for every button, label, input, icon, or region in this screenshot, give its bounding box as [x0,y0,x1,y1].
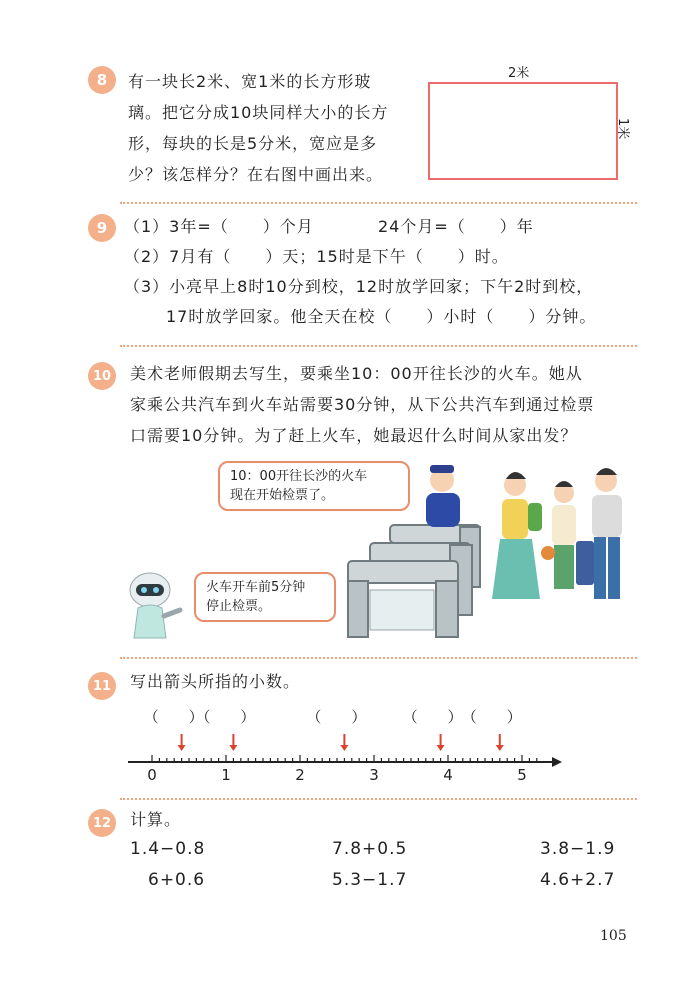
answer-blank: （ ） [195,708,256,726]
answer-blank: （ ） [143,708,204,726]
q8-line: 少？该怎样分？在右图中画出来。 [128,165,384,184]
question-11-title: 写出箭头所指的小数。 [130,672,301,691]
question-number-8: 8 [88,66,116,94]
number-line-svg [0,700,696,790]
q8-line: 形，每块的长是5分米，宽应是多 [128,134,378,153]
number-line-tick-label: 4 [443,766,453,784]
question-8-text [128,66,428,190]
number-line-tick-label: 3 [369,766,379,784]
section-divider [120,657,637,659]
number-line-tick-label: 0 [147,766,157,784]
section-divider [120,798,637,800]
question-number-12: 12 [88,809,116,837]
passenger-woman-icon [541,481,576,589]
conductor-icon [426,465,460,527]
number-line-arrow-head [229,745,237,751]
calc-item: 1.4−0.8 [130,839,206,859]
question-number-10: 10 [88,362,116,390]
q10-line: 家乘公共汽车到火车站需要30分钟，从下公共汽车到通过检票 [130,395,595,414]
question-12-title: 计算。 [130,810,182,829]
calc-item: 7.8+0.5 [332,839,408,859]
number-line-tick-label: 1 [221,766,231,784]
question-number-9: 9 [88,214,116,242]
glass-rectangle-label-width: 1米 [615,118,630,140]
calc-item: 4.6+2.7 [540,870,616,890]
question-10-text [130,358,650,451]
bubble-line: 10：00开往长沙的火车 [230,469,368,484]
passenger-woman-icon [492,472,542,599]
q9-line-1b: 24个月=（ ）年 [378,217,534,236]
number-line-tick-label: 5 [517,766,527,784]
speech-bubble-conductor [218,461,410,511]
number-line-arrowhead [552,757,562,767]
q9-line-3: （3）小亮早上8时10分到校，12时放学回家；下午2时到校， [124,277,594,296]
number-line-arrow-head [340,745,348,751]
number-line-arrow-head [178,745,186,751]
number-line-arrow-head [437,745,445,751]
number-line-arrow-head [496,745,504,751]
bubble-line: 停止检票。 [206,599,272,614]
q8-line: 璃。把它分成10块同样大小的长方 [128,103,389,122]
question-number-11: 11 [88,672,116,700]
section-divider [120,345,637,347]
answer-blank: （ ） [461,708,522,726]
q8-line: 有一块长2米、宽1米的长方形玻 [128,72,372,91]
glass-rectangle[interactable] [428,82,618,180]
q10-line: 口需要10分钟。为了赶上火车，她最迟什么时间从家出发？ [130,426,578,445]
bubble-line: 现在开始检票了。 [230,488,335,503]
q9-line-4: 17时放学回家。他全天在校（ ）小时（ ）分钟。 [166,307,597,326]
robot-icon [126,570,186,640]
number-line [0,700,696,790]
answer-blank: （ ） [306,708,367,726]
bubble-line: 火车开车前5分钟 [206,580,306,595]
calc-item: 6+0.6 [148,870,206,890]
passenger-man-icon [576,468,622,599]
page-number: 105 [600,928,627,944]
speech-bubble-robot [194,572,336,622]
calc-item: 3.8−1.9 [540,839,616,859]
q10-line: 美术老师假期去写生，要乘坐10：00开往长沙的火车。她从 [130,364,583,383]
q9-line-2: （2）7月有（ ）天；15时是下午（ ）时。 [124,247,509,266]
q9-line-1a: （1）3年=（ ）个月 [124,217,314,236]
section-divider [120,202,637,204]
answer-blank: （ ） [402,708,463,726]
ticket-gate-icon [348,561,458,637]
glass-rectangle-label-length: 2米 [508,66,530,81]
number-line-tick-label: 2 [295,766,305,784]
calc-item: 5.3−1.7 [332,870,408,890]
